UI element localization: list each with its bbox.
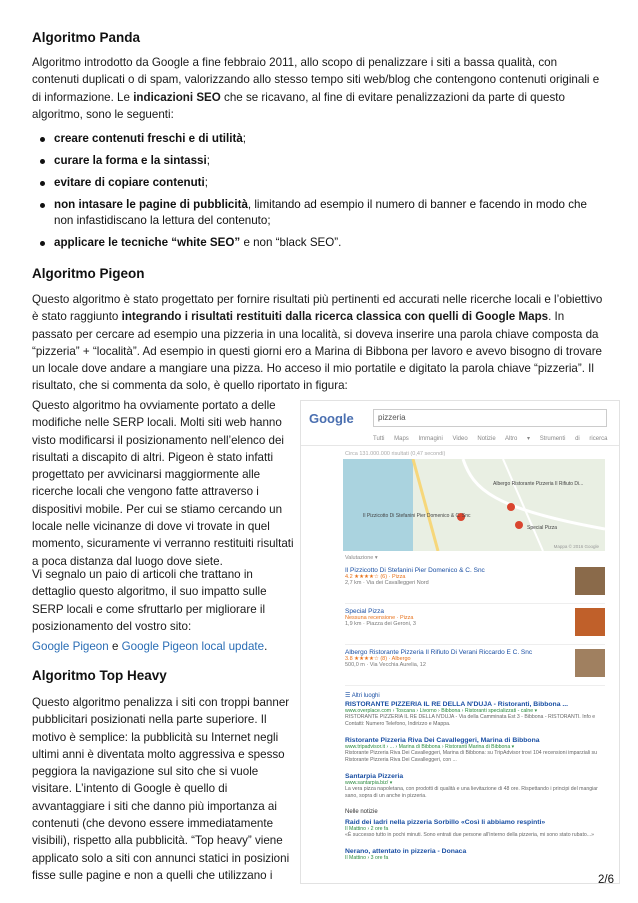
google-logo: Google: [309, 411, 354, 426]
thumbnail: [575, 649, 605, 677]
organic-result: RISTORANTE PIZZERIA IL RE DELLA N'DUJA - Ristoranti, Bibbona ... www.overplace.com › Toscana › Livorno › Bibbona › Ristoranti specializzati - calne ▾ RISTORANTE PIZZERIA IL RE DELLA N'DUJA - Via della Camminata Est 3 - Bibbona - RISTORANTI. Info e Contatti: Numero Telefono, Indirizzo e Mappa.: [345, 701, 596, 727]
heading-top-heavy: Algoritmo Top Heavy: [32, 668, 167, 683]
panda-guidelines-list: [32, 131, 592, 257]
rating-filter: Valutazione ▾: [345, 555, 378, 561]
search-input: pizzeria: [373, 409, 607, 427]
map-pin-icon: [515, 521, 523, 529]
heading-panda: Algoritmo Panda: [32, 30, 141, 45]
map-label: Il Pizzicotto Di Stefanini Pier Domenico & C. Snc: [363, 513, 471, 519]
more-places-link: ☰ Altri luoghi: [345, 693, 380, 699]
search-tabs: Tutti Maps Immagini Video Notizie Altro ▾ Strumenti di ricerca: [373, 436, 608, 442]
map-view: [343, 459, 605, 551]
organic-result: Santarpia Pizzeria www.santarpia.biz/ ▾ La vera pizza napoletana, con prodotti di qualità e una lievitazione di 48 ore. Rispettando i principi del mangiar sano, sopra di un anche in pizzeria.: [345, 773, 598, 799]
list-item: curare la forma e la sintassi;: [32, 153, 592, 169]
map-label: Special Pizza: [527, 525, 558, 531]
article-links: Google Pigeon e Google Pigeon local update.: [32, 640, 268, 653]
local-result: Il Pizzicotto Di Stefanini Pier Domenico & C. Snc 4.2 ★★★★☆ (6) · Pizza 2,7 km · Via dei Cavalleggeri Nord: [345, 563, 605, 604]
organic-results: [345, 701, 611, 870]
paragraph-pigeon-articles: Vi segnalo un paio di articoli che trattano in dettaglio questo algoritmo, il suo impatto sulle SERP locali e come sfruttarlo per migliorare il posizionamento del vostro sito:: [32, 568, 267, 633]
paragraph-panda: Algoritmo introdotto da Google a fine febbraio 2011, allo scopo di penalizzare i siti a bassa qualità, con contenuti duplicati o di spam, valorizzando allo stesso tempo siti web/blog che contengono contenuti originali e di informazione. Le indicazioni SEO che se ricavano, al fine di evitare penalizzazioni da parte di questo algoritmo, sono le seguenti:: [32, 56, 600, 121]
paragraph-top-heavy: Questo algoritmo penalizza i siti con troppi banner pubblicitari posizionati nella parte superiore. Il motivo è semplice: la pubblicità su Internet negli ultimi anni è diventata molto aggressiva e spesso peggiora la navigazione sul sito che si vuole visitare. L’intento di Google è quello di avvantaggiare i siti che danno più importanza ai contenuti (che devono essere immediatamente visibili), rispetto alla pubblicità. “Top heavy” viene applicato solo a siti con annunci statici in posizioni fisse sulle pagine e non a quelli che utilizzano i: [32, 696, 290, 882]
list-item: non intasare le pagine di pubblicità, limitando ad esempio il numero di banner e facendo in modo che non infastidiscano la lettura del contenuto;: [32, 197, 592, 229]
news-label: Nelle notizie: [345, 809, 378, 815]
map-graphic: [343, 459, 605, 551]
results-count: Circa 131.000.000 risultati (0,47 secondi): [345, 451, 446, 457]
local-result: Special Pizza Nessuna recensione · Pizza 1,9 km · Piazza dei Geroni, 3: [345, 604, 605, 645]
thumbnail: [575, 567, 605, 595]
link-google-pigeon[interactable]: Google Pigeon: [32, 640, 109, 653]
map-attribution: Mappa © 2016 Google: [553, 544, 599, 549]
heading-pigeon: Algoritmo Pigeon: [32, 266, 145, 281]
map-label: Albergo Ristorante Pizzeria Il Rifiuto Di...: [493, 481, 584, 487]
link-google-pigeon-local-update[interactable]: Google Pigeon local update: [121, 640, 265, 653]
local-results: [345, 563, 605, 699]
list-item: evitare di copiare contenuti;: [32, 175, 592, 191]
list-item: creare contenuti freschi e di utilità;: [32, 131, 592, 147]
news-result: Nerano, attentato in pizzeria - Donaca Il Mattino › 3 ore fa: [345, 848, 467, 861]
organic-result: Ristorante Pizzeria Riva Dei Cavalleggeri, Marina di Bibbona www.tripadvisor.it › ... › Marina di Bibbona › Ristoranti Marina di Bibbona ▾ Ristorante Pizzeria Riva Dei Cavalleggeri, Marina di Bibbona: su TripAdvisor trovi 104 recensioni imparziali su Ristorante Pizzeria Riva Dei Cavalleggeri, con ...: [345, 737, 597, 763]
thumbnail: [575, 608, 605, 636]
paragraph-pigeon-intro: Questo algoritmo è stato progettato per fornire risultati più pertinenti ed accurati nelle ricerche locali e l’obiettivo è stato raggiunto integrando i risultati restituiti dalla ricerca classica con quelli di Google Maps. In passato per cercare ad esempio una pizzeria in una località, si doveva inserire una parola chiave composta da “pizzeria” + “località”. Ad esempio in questi giorni ero a Marina di Bibbona per lavoro e avevo bisogno di trovare un locale dove andare a mangiare una pizza. Ho acceso il mio portatile e digitato la parola chiave “pizzeria”. Il risultato, che si commenta da solo, è quello riportato in figura:: [32, 293, 603, 393]
news-result: Raid dei ladri nella pizzeria Sorbillo «Così li abbiamo respinti» Il Mattino › 2 ore fa «È successo tutto in pochi minuti. Sono entrati due persone all'interno della pizzeria, mi sono stato rubato...»: [345, 819, 594, 838]
paragraph-pigeon-effects: Questo algoritmo ha ovviamente portato a delle modifiche nelle SERP locali. Molti siti web hanno visto modificarsi il posizionamento nell’elenco dei risultati a discapito di altri. Pigeon è stato infatti progettato per avvicinarsi maggiormente alle ricerche locali che vengono fatte attraverso i dispositivi mobile. Per cui se stiamo cercando un locale nelle vicinanze di dove vi trovate in quel momento, sicuramente vi verranno restituiti risultati a poca distanza dal luogo dove siete.: [32, 399, 294, 568]
local-result: Albergo Ristorante Pizzeria Il Rifiuto Di Verani Riccardo E C. Snc 3.8 ★★★★☆ (8) · Albergo 500,0 m · Via Vecchia Aurelia, 12: [345, 645, 605, 686]
list-item: applicare le tecniche “white SEO” e non “black SEO”.: [32, 235, 592, 251]
divider: [301, 445, 619, 446]
page-number: 2/6: [598, 874, 614, 886]
serp-screenshot: [300, 400, 620, 884]
map-pin-icon: [507, 503, 515, 511]
